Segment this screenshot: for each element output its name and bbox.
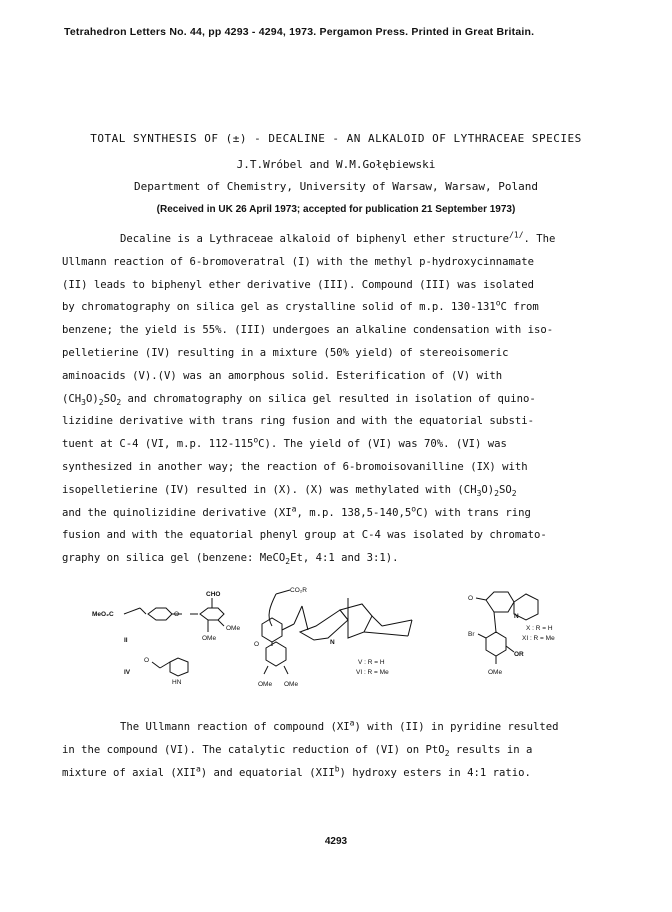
label: OMe	[226, 625, 241, 632]
text-line: (II) leads to biphenyl ether derivative (III). Compound (III) was isolated	[62, 278, 534, 291]
label: II	[124, 637, 128, 644]
text-line: graphy on silica gel (benzene: MeCO$_2$Et, 4:1 and 3:1).	[62, 552, 399, 567]
text-line: fusion and with the equatorial phenyl group at C-4 was isolated by chromato-	[62, 529, 547, 542]
label: Br	[468, 631, 475, 638]
text-line: and the quinolizidine derivative ($XI^a$, m.p. 138,5-140,5$^o$C) with trans ring	[62, 504, 531, 519]
text-line: lizidine derivative with trans ring fusion and with the equatorial substi-	[62, 415, 534, 428]
label: OMe	[202, 635, 217, 642]
text-line: by chromatography on silica gel as crystalline solid of m.p. 130-131$^o$C from	[62, 298, 539, 314]
text-line: Decaline is a Lythraceae alkaloid of biphenyl ether structure$^{/1/}$. The	[120, 230, 556, 245]
text-line: benzene; the yield is 55%. (III) undergoes an alkaline condensation with iso-	[62, 324, 554, 337]
text-line: The Ullmann reaction of compound $(XI^a)$ with (II) in pyridine resulted	[120, 718, 559, 733]
text-line: Ullmann reaction of 6-bromoveratral (I) with the methyl p-hydroxycinnamate	[62, 255, 534, 268]
label: OMe	[488, 669, 503, 676]
label: CO₂R	[290, 587, 307, 594]
page-number: 4293	[324, 836, 348, 847]
label: N	[514, 613, 519, 620]
label: X : R = H	[526, 625, 553, 632]
body-paragraph-2	[62, 716, 622, 784]
text-line: pelletierine (IV) resulting in a mixture (50% yield) of stereoisomeric	[62, 346, 509, 359]
label: IV	[124, 669, 131, 676]
label: HN	[172, 679, 182, 686]
label: OR	[514, 651, 524, 658]
label: OMe	[258, 681, 273, 688]
label: O	[174, 611, 180, 618]
label: OMe	[284, 681, 299, 688]
text-line: tuent at C-4 (VI, m.p. 112-115$^o$C). The yield of (VI) was 70%. (VI) was	[62, 435, 507, 451]
text-line: synthesized in another way; the reaction of 6-bromoisovanilline (IX) with	[62, 460, 528, 473]
body-paragraph-1	[62, 228, 622, 570]
chemical-structures-figure	[90, 580, 590, 700]
article-title: TOTAL SYNTHESIS OF (±) - DECALINE - AN ALKALOID OF LYTHRACEAE SPECIES	[90, 132, 582, 145]
text-line: mixture of axial (XII$^a$) and equatorial (XII$^b$) hydroxy esters in 4:1 ratio.	[62, 764, 531, 779]
text-line: $(CH_3O)_2SO_2$ and chromatography on silica gel resulted in isolation of quino-	[62, 392, 536, 407]
label: O	[254, 641, 260, 648]
text-line: aminoacids (V).(V) was an amorphous solid. Esterification of (V) with	[62, 369, 503, 382]
received-dates: (Received in UK 26 April 1973; accepted for publication 21 September 1973)	[156, 204, 516, 215]
label: CHO	[206, 591, 221, 598]
text-line: isopelletierine (IV) resulted in (X). (X) was methylated with $(CH_3O)_2SO_2$	[62, 483, 517, 498]
label: O	[468, 595, 474, 602]
label: MeO₂C	[92, 611, 114, 618]
label: V : R = H	[358, 659, 385, 666]
text-line: in the compound (VI). The catalytic reduction of (VI) on PtO$_2$ results in a	[62, 743, 533, 758]
label: O	[144, 657, 150, 664]
authors: J.T.Wróbel and W.M.Gołębiewski	[236, 158, 436, 171]
journal-header: Tetrahedron Letters No. 44, pp 4293 - 4294, 1973. Pergamon Press. Printed in Great Britain.	[64, 26, 535, 38]
label: XI : R = Me	[522, 635, 555, 642]
affiliation: Department of Chemistry, University of Warsaw, Warsaw, Poland	[134, 180, 538, 193]
label: N	[330, 639, 335, 646]
label: VI : R = Me	[356, 669, 389, 676]
structures-svg	[90, 580, 590, 700]
